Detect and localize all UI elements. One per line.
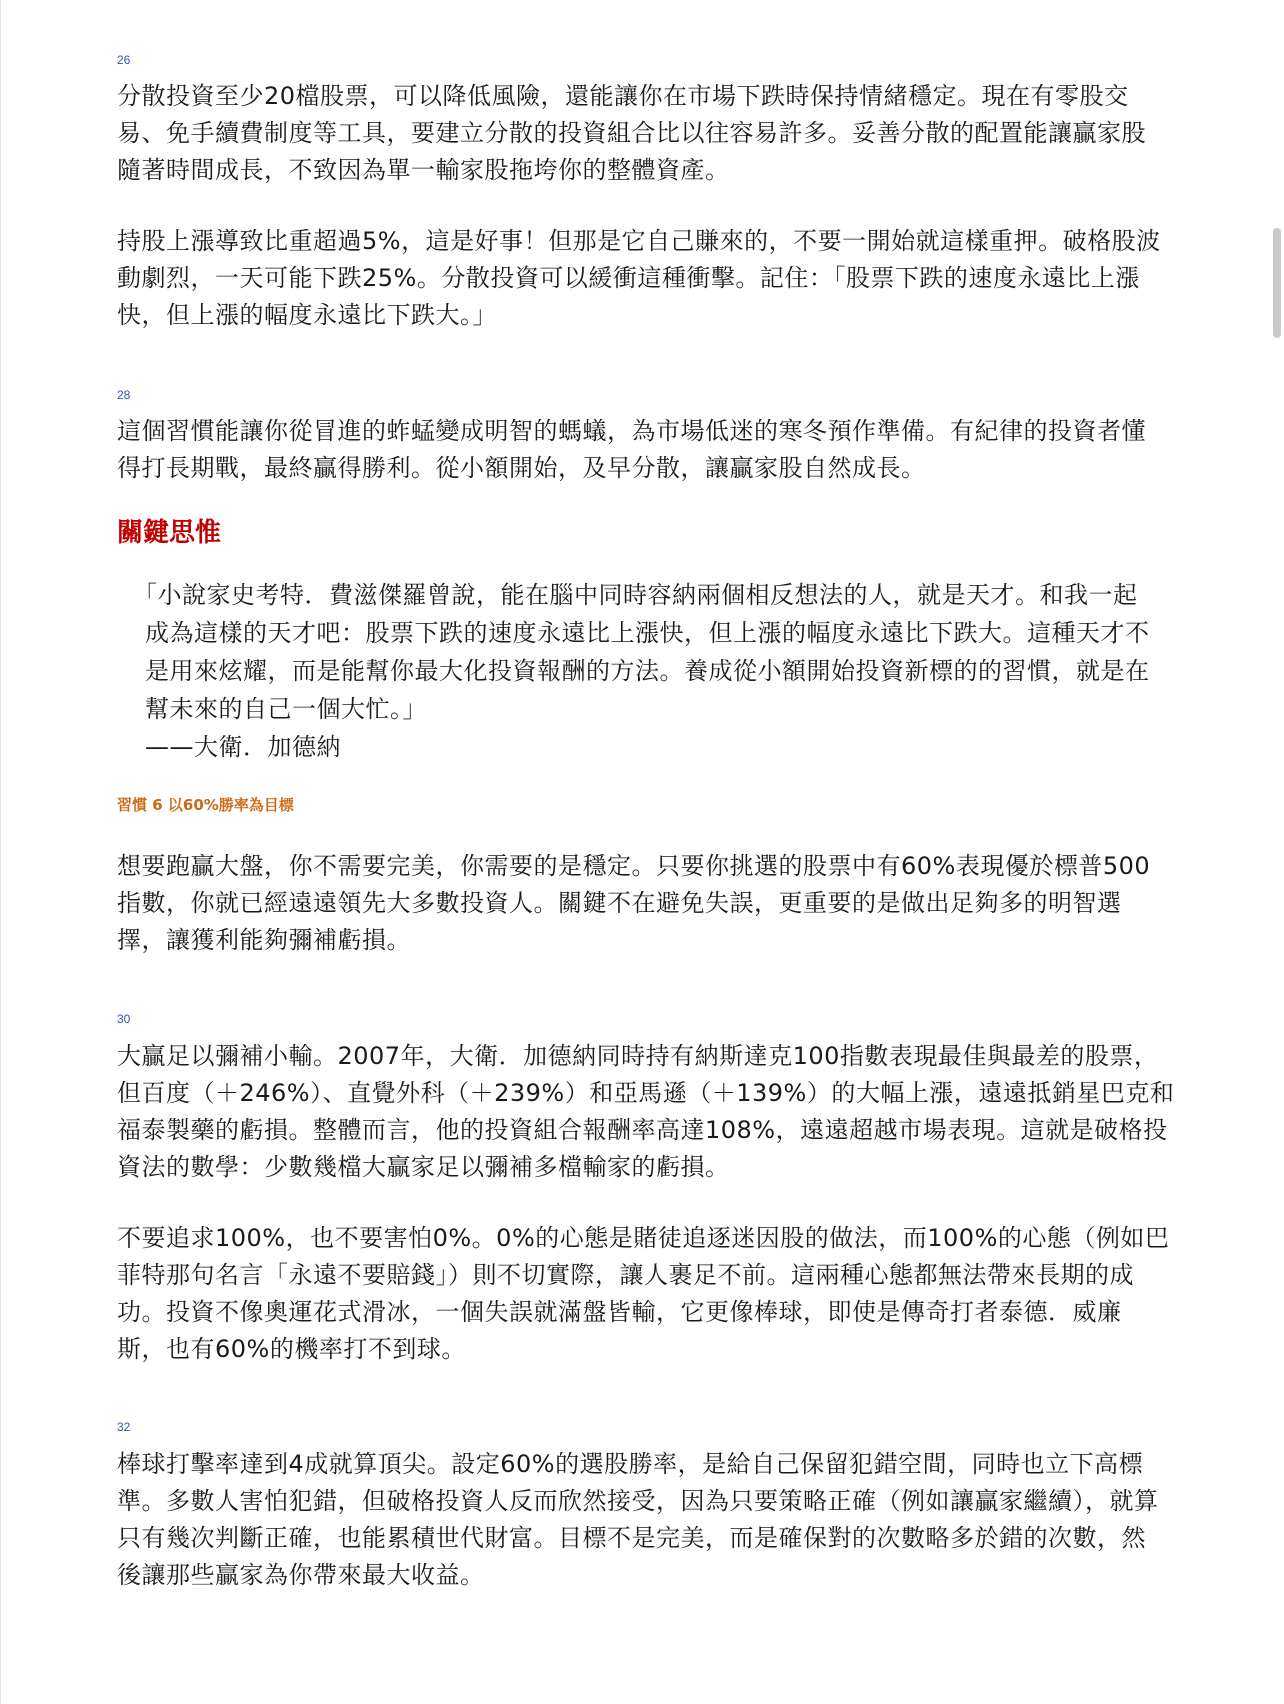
text-line: 準。多數人害怕犯錯，但破格投資人反而欣然接受，因為只要策略正確（例如讓贏家繼續），就算 [117, 1487, 1159, 1515]
quote-line: 成為這樣的天才吧：股票下跌的速度永遠比上漲快，但上漲的幅度永遠比下跌大。這種天才不 [145, 619, 1150, 647]
page-number[interactable]: 32 [117, 1420, 131, 1434]
text-line: 動劇烈，一天可能下跌25%。分散投資可以緩衝這種衝擊。記住：「股票下跌的速度永遠比上漲 [117, 264, 1140, 292]
text-line: 斯，也有60%的機率打不到球。 [117, 1335, 466, 1363]
vertical-scrollbar[interactable] [1270, 0, 1284, 1704]
scrollbar-thumb[interactable] [1273, 228, 1281, 338]
page-number[interactable]: 26 [117, 53, 131, 67]
quote-line: 幫未來的自己一個大忙。」 [145, 695, 427, 723]
page-number[interactable]: 28 [117, 388, 131, 402]
text-line: 想要跑贏大盤，你不需要完美，你需要的是穩定。只要你挑選的股票中有60%表現優於標普500 [117, 852, 1151, 880]
text-line: 易、免手續費制度等工具，要建立分散的投資組合比以往容易許多。妥善分散的配置能讓贏家股 [117, 119, 1146, 147]
page-edge [0, 0, 1, 1704]
paragraph [117, 1220, 1207, 1368]
text-line: 分散投資至少20檔股票，可以降低風險，還能讓你在市場下跌時保持情緒穩定。現在有零股交 [117, 82, 1129, 110]
key-thinking-quote [133, 576, 1205, 766]
habit-heading: 習慣 6 以60%勝率為目標 [117, 796, 294, 814]
text-line: 持股上漲導致比重超過5%，這是好事！但那是它自己賺來的，不要一開始就這樣重押。破格股波 [117, 227, 1161, 255]
text-line: 擇，讓獲利能夠彌補虧損。 [117, 926, 411, 954]
text-line: 福泰製藥的虧損。整體而言，他的投資組合報酬率高達108%，遠遠超越市場表現。這就是破格投 [117, 1116, 1168, 1144]
text-line: 只有幾次判斷正確，也能累積世代財富。目標不是完美，而是確保對的次數略多於錯的次數，然 [117, 1524, 1146, 1552]
paragraph [117, 413, 1207, 487]
page-number[interactable]: 30 [117, 1012, 131, 1026]
text-line: 這個習慣能讓你從冒進的蚱蜢變成明智的螞蟻，為市場低迷的寒冬預作準備。有紀律的投資者懂 [117, 417, 1146, 445]
section-title: 關鍵思惟 [117, 518, 222, 548]
text-line: 後讓那些贏家為你帶來最大收益。 [117, 1561, 485, 1589]
quote-attribution: ——大衛．加德納 [145, 733, 341, 761]
text-line: 不要追求100%，也不要害怕0%。0%的心態是賭徒追逐迷因股的做法，而100%的心態（例如巴 [117, 1224, 1170, 1252]
paragraph [117, 1038, 1207, 1186]
text-line: 指數，你就已經遠遠領先大多數投資人。關鍵不在避免失誤，更重要的是做出足夠多的明智選 [117, 889, 1122, 917]
text-line: 棒球打擊率達到4成就算頂尖。設定60%的選股勝率，是給自己保留犯錯空間，同時也立下高標 [117, 1450, 1144, 1478]
paragraph [117, 78, 1207, 189]
text-line: 隨著時間成長，不致因為單一輸家股拖垮你的整體資產。 [117, 156, 730, 184]
text-line: 功。投資不像奧運花式滑冰，一個失誤就滿盤皆輸，它更像棒球，即使是傳奇打者泰德．威廉 [117, 1298, 1122, 1326]
paragraph [117, 848, 1207, 959]
text-line: 得打長期戰，最終贏得勝利。從小額開始，及早分散，讓贏家股自然成長。 [117, 454, 926, 482]
text-line: 菲特那句名言「永遠不要賠錢」）則不切實際，讓人裹足不前。這兩種心態都無法帶來長期的成 [117, 1261, 1134, 1289]
text-line: 資法的數學：少數幾檔大贏家足以彌補多檔輸家的虧損。 [117, 1153, 730, 1181]
text-line: 快，但上漲的幅度永遠比下跌大。」 [117, 301, 497, 329]
quote-line: 「小說家史考特．費滋傑羅曾說，能在腦中同時容納兩個相反想法的人，就是天才。和我一起 [133, 581, 1138, 609]
paragraph [117, 223, 1207, 334]
quote-line: 是用來炫耀，而是能幫你最大化投資報酬的方法。養成從小額開始投資新標的的習慣，就是在 [145, 657, 1150, 685]
paragraph [117, 1446, 1207, 1594]
text-line: 大贏足以彌補小輸。2007年，大衛．加德納同時持有納斯達克100指數表現最佳與最差的股票， [117, 1042, 1159, 1070]
text-line: 但百度（＋246%）、直覺外科（＋239%）和亞馬遜（＋139%）的大幅上漲，遠遠抵銷星巴克和 [117, 1079, 1175, 1107]
